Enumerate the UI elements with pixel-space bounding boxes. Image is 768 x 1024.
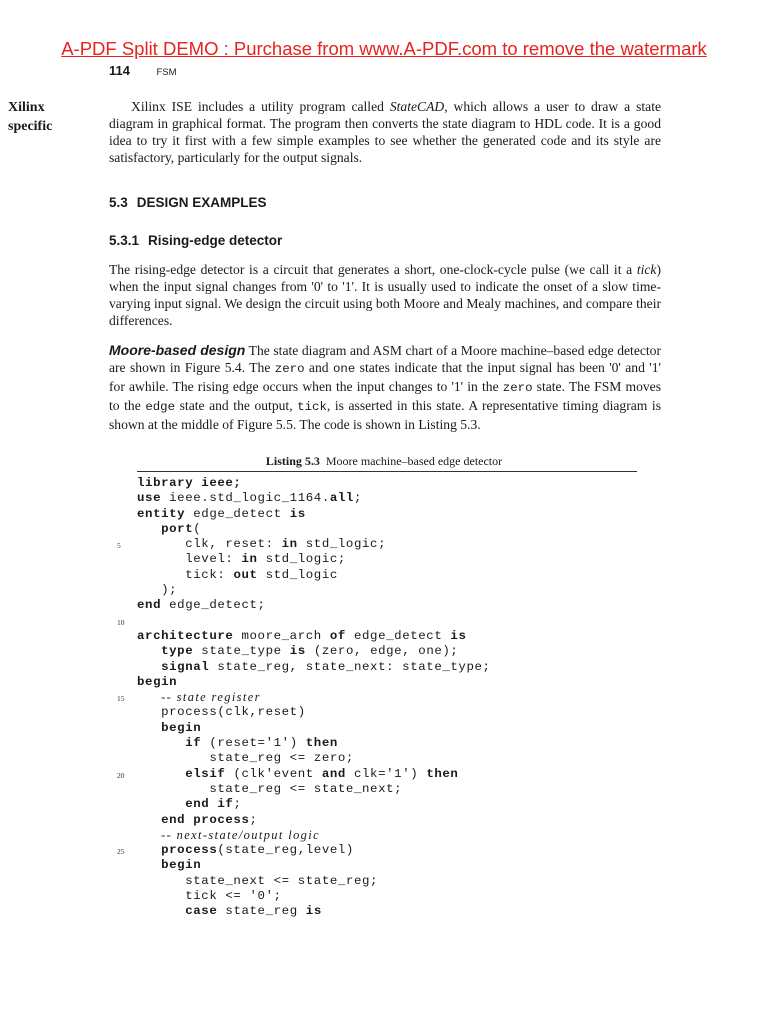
- code-line: [137, 889, 491, 904]
- text-run: state and the output,: [175, 398, 298, 413]
- code-keyword: type: [161, 644, 194, 659]
- code-keyword: if: [185, 736, 202, 751]
- code-keyword: then: [426, 766, 459, 781]
- code-text: [137, 858, 161, 872]
- code-text: process(clk,reset): [137, 705, 306, 720]
- code-keyword: end if: [185, 797, 234, 812]
- code-text: [137, 644, 161, 658]
- code-keyword: is: [305, 904, 322, 919]
- line-number: 15: [117, 694, 125, 704]
- code-line: [137, 721, 491, 736]
- margin-note: [8, 98, 98, 136]
- code-keyword: in: [281, 537, 298, 552]
- code-keyword: is: [289, 644, 306, 659]
- code-line: [137, 843, 491, 858]
- code-text: state_reg <= state_next;: [137, 781, 403, 796]
- paragraph-moore: [109, 342, 661, 433]
- watermark-banner[interactable]: A-PDF Split DEMO : Purchase from www.A-PDF.com to remove the watermark: [61, 38, 707, 59]
- code-keyword: and: [321, 766, 346, 781]
- code-line: [137, 522, 491, 537]
- code-line: [137, 491, 491, 506]
- code-keyword: then: [305, 736, 338, 751]
- code-text: (: [193, 521, 202, 536]
- code-text: (zero, edge, one);: [305, 644, 459, 659]
- subsection-number: 5.3.1: [109, 233, 140, 248]
- subsection-title: Rising-edge detector: [148, 233, 283, 248]
- code-text: clk='1'): [345, 766, 427, 781]
- code-comment: -- next-state/output logic: [161, 827, 321, 842]
- code-line: [137, 782, 491, 797]
- section-title: DESIGN EXAMPLES: [136, 195, 267, 210]
- code-line: [137, 537, 491, 552]
- text-run: states indicate that the input signal has been '0' and '1' for awhile. The rising edge occurs when the input changes to '1' in the: [109, 360, 661, 394]
- code-line: [137, 751, 491, 766]
- line-number: 25: [117, 847, 125, 857]
- code-text: [137, 904, 185, 918]
- paragraph-xilinx: [109, 98, 661, 166]
- code-keyword: begin: [161, 858, 202, 873]
- code-text: std_logic;: [257, 552, 346, 567]
- code-comment: -- state register: [161, 690, 261, 705]
- code-line: [137, 644, 491, 659]
- code-keyword: is: [450, 628, 467, 643]
- text-run-italic: tick: [636, 262, 657, 277]
- listing-rule: [137, 471, 637, 472]
- code-text: );: [137, 583, 178, 598]
- code-line: [137, 874, 491, 889]
- code-keyword: is: [289, 506, 306, 521]
- code-line: [137, 736, 491, 751]
- code-line: [137, 690, 491, 705]
- code-line: [137, 675, 491, 690]
- code-line: [137, 614, 491, 629]
- code-keyword: process: [161, 843, 218, 858]
- code-line: [137, 904, 491, 919]
- code-text: (state_reg,level): [217, 843, 354, 858]
- code-text: ;: [233, 797, 242, 812]
- code-line: [137, 767, 491, 782]
- code-text: edge_detect: [185, 506, 290, 521]
- code-keyword: case: [185, 904, 218, 919]
- section-heading: [109, 195, 267, 210]
- code-text: [137, 813, 161, 827]
- run-in-heading: Moore-based design: [109, 342, 246, 358]
- code-line: [137, 507, 491, 522]
- code-text: std_logic: [257, 567, 338, 582]
- code-text: ieee.std_logic_1164.: [161, 491, 330, 506]
- code-keyword: elsif: [185, 766, 226, 781]
- line-number: 20: [117, 770, 125, 780]
- code-text: [137, 843, 161, 857]
- page-number: 114: [109, 63, 130, 78]
- code-text: tick <= '0';: [137, 889, 282, 904]
- code-term: one: [332, 362, 356, 376]
- code-text: moore_arch: [233, 628, 330, 643]
- listing-caption: [0, 454, 768, 469]
- text-run: , is asserted in this state. A representative timing diagram is shown at the middle of Figure 5.5. The code is shown in Listing 5.3.: [109, 398, 661, 432]
- code-term: zero: [502, 381, 533, 395]
- margin-note-line2: specific: [8, 119, 53, 134]
- paragraph-rising-edge: [109, 261, 661, 329]
- code-line: [137, 568, 491, 583]
- code-text: ;: [353, 491, 363, 506]
- code-text: [137, 522, 161, 536]
- code-text: state_reg <= zero;: [137, 751, 354, 766]
- code-text: [137, 721, 161, 735]
- section-number: 5.3: [109, 195, 128, 210]
- code-text: (reset='1'): [201, 736, 306, 751]
- code-line: [137, 583, 491, 598]
- code-keyword: all: [329, 491, 354, 506]
- text-run: Xilinx ISE includes a utility program called: [131, 99, 390, 114]
- code-keyword: port: [161, 521, 194, 536]
- code-keyword: of: [329, 628, 346, 643]
- code-text: [137, 660, 161, 674]
- code-line: [137, 828, 491, 843]
- code-keyword: begin: [161, 720, 202, 735]
- code-keyword: entity: [137, 506, 186, 521]
- text-run: and: [304, 360, 333, 375]
- text-run: The state diagram and ASM chart of a Moore machine–based edge detector are shown in Figure 5.4. The: [109, 343, 661, 375]
- code-line: [137, 476, 491, 491]
- code-keyword: signal: [161, 659, 210, 674]
- code-text: [137, 797, 185, 811]
- code-term: zero: [274, 362, 305, 376]
- code-text: [137, 829, 161, 843]
- running-head: FSM: [156, 67, 177, 78]
- code-text: [137, 691, 161, 705]
- margin-note-line1: Xilinx: [8, 100, 45, 115]
- code-line: [137, 813, 491, 828]
- code-keyword: out: [233, 567, 258, 582]
- page-header: [109, 62, 177, 80]
- code-term: tick: [297, 400, 327, 414]
- code-text: edge_detect: [345, 628, 451, 643]
- code-listing: [137, 476, 491, 920]
- line-number: 10: [117, 617, 125, 627]
- code-text: state_reg: [217, 904, 306, 919]
- code-line: [137, 797, 491, 812]
- listing-label: Listing 5.3: [265, 454, 320, 468]
- code-keyword: begin: [137, 674, 178, 689]
- code-text: std_logic;: [297, 537, 387, 552]
- code-keyword: library ieee;: [137, 476, 242, 490]
- code-text: clk, reset:: [137, 537, 282, 552]
- text-run-italic: StateCAD: [389, 99, 445, 114]
- subsection-heading: [109, 233, 282, 248]
- code-line: [137, 705, 491, 720]
- code-keyword: end: [137, 598, 162, 613]
- code-text: [137, 736, 185, 750]
- code-keyword: architecture: [137, 628, 234, 643]
- code-text: [137, 767, 185, 781]
- code-keyword: use: [137, 491, 162, 506]
- code-text: tick:: [137, 567, 234, 582]
- line-number: 5: [117, 541, 121, 551]
- code-term: edge: [145, 400, 176, 414]
- text-run: state. The FSM moves to the: [109, 379, 661, 413]
- code-keyword: end process: [161, 812, 250, 827]
- code-line: [137, 598, 491, 613]
- code-text: state_type: [193, 644, 290, 659]
- code-text: edge_detect;: [161, 598, 266, 613]
- code-keyword: in: [241, 552, 258, 567]
- code-line: [137, 629, 491, 644]
- listing-caption-text: Moore machine–based edge detector: [325, 454, 503, 468]
- code-line: [137, 552, 491, 567]
- code-text: state_next <= state_reg;: [137, 873, 379, 888]
- text-run: ) when the input signal changes from '0' to '1'. It is usually used to indicate the onset of a slow time-varying input signal. We design the circuit using both Moore and Mealy machines, and compare their differences.: [109, 262, 661, 328]
- code-text: ;: [249, 812, 258, 827]
- text-run: The rising-edge detector is a circuit that generates a short, one-clock-cycle pulse (we call it a: [109, 262, 637, 277]
- code-line: [137, 660, 491, 675]
- code-line: [137, 858, 491, 873]
- code-text: state_reg, state_next: state_type;: [209, 659, 491, 674]
- code-text: (clk'event: [225, 766, 322, 781]
- text-run: , which allows a user to draw a state diagram in graphical format. The program then converts the state diagram to HDL code. It is a good idea to try it first with a few simple examples to see whether the generated code and its style are satisfactory, particularly for the output signals.: [109, 99, 661, 165]
- code-text: level:: [137, 552, 242, 567]
